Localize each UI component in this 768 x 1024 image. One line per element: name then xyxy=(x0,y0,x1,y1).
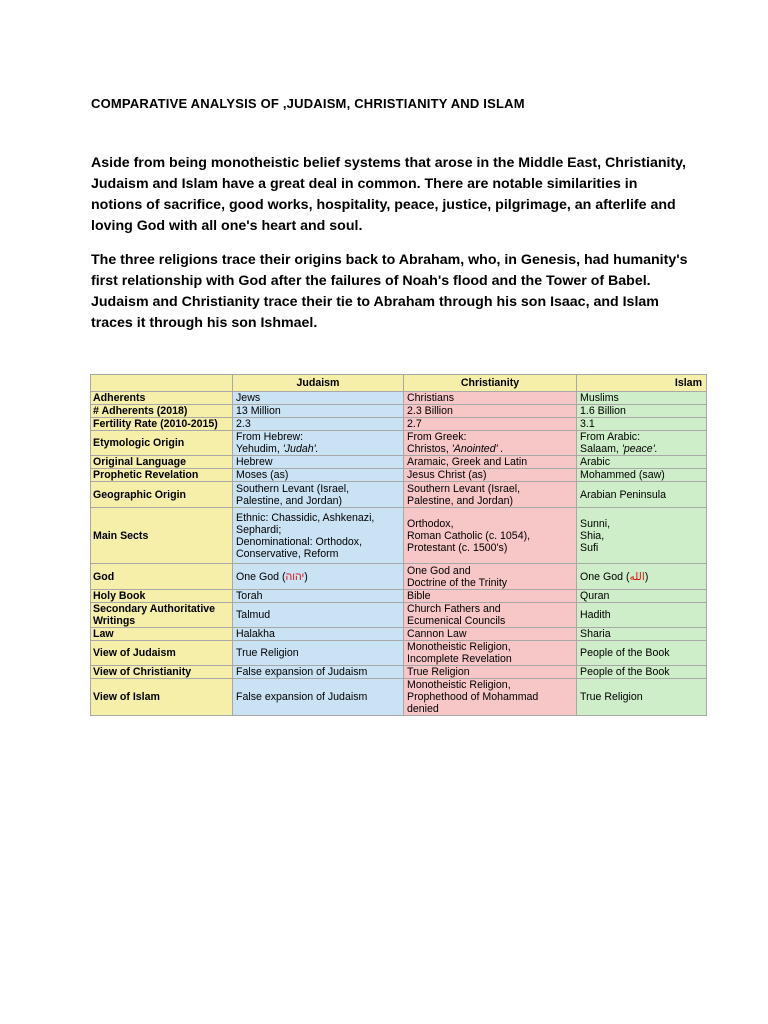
christianity-cell: Bible xyxy=(404,590,577,603)
islam-cell: Sunni, Shia, Sufi xyxy=(577,508,707,564)
row-label: Fertility Rate (2010-2015) xyxy=(91,418,233,431)
table-row xyxy=(91,482,707,508)
row-label: Etymologic Origin xyxy=(91,431,233,456)
christianity-cell: True Religion xyxy=(404,666,577,679)
judaism-cell: False expansion of Judaism xyxy=(233,666,404,679)
table-row xyxy=(91,508,707,564)
row-label: Secondary Authoritative Writings xyxy=(91,603,233,628)
islam-cell: People of the Book xyxy=(577,666,707,679)
comparison-table-image xyxy=(90,374,702,745)
table-row xyxy=(91,431,707,456)
islam-god-symbol: الله xyxy=(629,570,645,583)
christianity-cell: From Greek: Christos, 'Anointed' . xyxy=(404,431,577,456)
judaism-cell: One God (יהוה) xyxy=(233,564,404,590)
islam-cell: 1.6 Billion xyxy=(577,405,707,418)
table-body xyxy=(91,392,707,716)
table-row xyxy=(91,418,707,431)
row-label: View of Judaism xyxy=(91,641,233,666)
islam-cell: Muslims xyxy=(577,392,707,405)
judaism-cell: Hebrew xyxy=(233,456,404,469)
table-row xyxy=(91,469,707,482)
document-title: COMPARATIVE ANALYSIS OF ,JUDAISM, CHRISTIANITY AND ISLAM xyxy=(91,96,525,111)
christianity-cell: 2.7 xyxy=(404,418,577,431)
christianity-cell: Southern Levant (Israel, Palestine, and Jordan) xyxy=(404,482,577,508)
judaism-cell: 2.3 xyxy=(233,418,404,431)
christianity-cell: Aramaic, Greek and Latin xyxy=(404,456,577,469)
table-row xyxy=(91,679,707,716)
islam-cell: Quran xyxy=(577,590,707,603)
table-row xyxy=(91,603,707,628)
judaism-cell: 13 Million xyxy=(233,405,404,418)
judaism-cell: False expansion of Judaism xyxy=(233,679,404,716)
row-label: View of Christianity xyxy=(91,666,233,679)
row-label: Original Language xyxy=(91,456,233,469)
judaism-cell: From Hebrew: Yehudim, 'Judah'. xyxy=(233,431,404,456)
table-row xyxy=(91,564,707,590)
abraham-paragraph: The three religions trace their origins back to Abraham, who, in Genesis, had humanity's first relationship with God after the failures of Noah's flood and the Tower of Babel. Judaism and Christianity trace their tie to Abraham through his son Isaac, and Islam traces it through his son Ishmael. xyxy=(91,252,688,331)
row-label: Law xyxy=(91,628,233,641)
judaism-cell: Southern Levant (Israel, Palestine, and Jordan) xyxy=(233,482,404,508)
judaism-cell: Halakha xyxy=(233,628,404,641)
islam-cell: People of the Book xyxy=(577,641,707,666)
judaism-god-symbol: יהוה xyxy=(285,570,305,583)
islam-cell: From Arabic: Salaam, 'peace'. xyxy=(577,431,707,456)
judaism-cell: Ethnic: Chassidic, Ashkenazi, Sephardi; Denominational: Orthodox, Conservative, Reform xyxy=(233,508,404,564)
judaism-cell: True Religion xyxy=(233,641,404,666)
christianity-cell: One God and Doctrine of the Trinity xyxy=(404,564,577,590)
comparison-table xyxy=(90,374,707,716)
islam-cell: True Religion xyxy=(577,679,707,716)
islam-cell: Sharia xyxy=(577,628,707,641)
table-row xyxy=(91,456,707,469)
table-row xyxy=(91,590,707,603)
christianity-cell: Jesus Christ (as) xyxy=(404,469,577,482)
table-row xyxy=(91,405,707,418)
header-christianity: Christianity xyxy=(404,375,577,392)
row-label: View of Islam xyxy=(91,679,233,716)
christianity-cell: Monotheistic Religion, Prophethood of Mohammad denied xyxy=(404,679,577,716)
islam-cell: 3.1 xyxy=(577,418,707,431)
islam-cell: Arabian Peninsula xyxy=(577,482,707,508)
row-label: # Adherents (2018) xyxy=(91,405,233,418)
table-row xyxy=(91,628,707,641)
christianity-cell: Orthodox, Roman Catholic (c. 1054), Protestant (c. 1500's) xyxy=(404,508,577,564)
table-header-row xyxy=(91,375,707,392)
judaism-cell: Torah xyxy=(233,590,404,603)
christianity-cell: Monotheistic Religion, Incomplete Revelation xyxy=(404,641,577,666)
table-row xyxy=(91,392,707,405)
table-row xyxy=(91,641,707,666)
islam-cell: Mohammed (saw) xyxy=(577,469,707,482)
christianity-cell: Church Fathers and Ecumenical Councils xyxy=(404,603,577,628)
row-label: God xyxy=(91,564,233,590)
islam-cell: One God (الله) xyxy=(577,564,707,590)
row-label: Prophetic Revelation xyxy=(91,469,233,482)
table-row xyxy=(91,666,707,679)
header-judaism: Judaism xyxy=(233,375,404,392)
row-label: Adherents xyxy=(91,392,233,405)
christianity-cell: Cannon Law xyxy=(404,628,577,641)
intro-paragraph: Aside from being monotheistic belief systems that arose in the Middle East, Christianity, Judaism and Islam have a great deal in common. There are notable similarities in notions of sacrifice, good works, hospitality, peace, justice, pilgrimage, an afterlife and loving God with all one's heart and soul. xyxy=(91,155,686,234)
header-islam: Islam xyxy=(577,375,707,392)
judaism-cell: Talmud xyxy=(233,603,404,628)
row-label: Main Sects xyxy=(91,508,233,564)
row-label: Holy Book xyxy=(91,590,233,603)
judaism-cell: Moses (as) xyxy=(233,469,404,482)
header-blank xyxy=(91,375,233,392)
islam-cell: Hadith xyxy=(577,603,707,628)
islam-cell: Arabic xyxy=(577,456,707,469)
christianity-cell: 2.3 Billion xyxy=(404,405,577,418)
christianity-cell: Christians xyxy=(404,392,577,405)
row-label: Geographic Origin xyxy=(91,482,233,508)
judaism-cell: Jews xyxy=(233,392,404,405)
